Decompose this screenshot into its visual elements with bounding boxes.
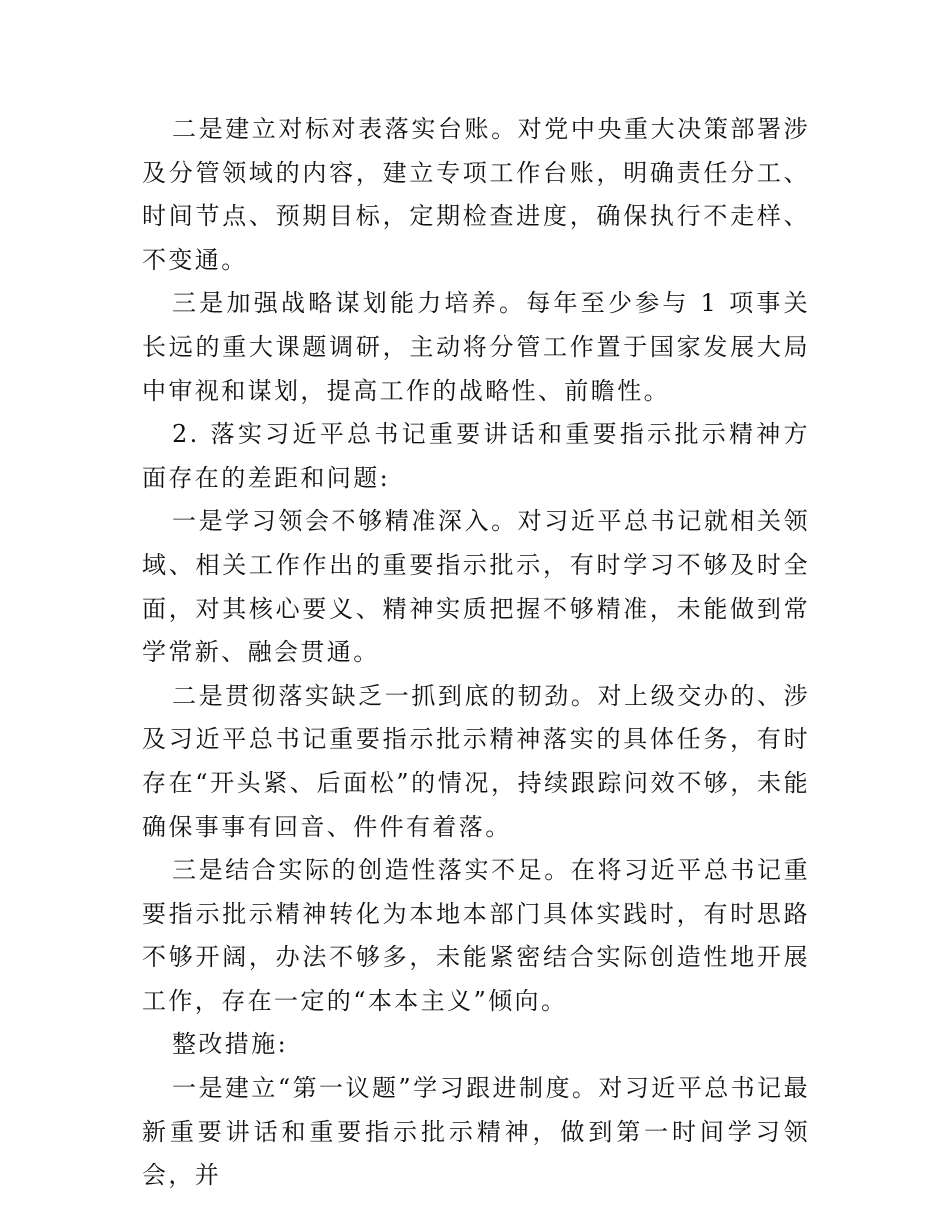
- paragraph: 一是学习领会不够精准深入。对习近平总书记就相关领域、相关工作作出的重要指示批示，有时学习不够及时全面，对其核心要义、精神实质把握不够精准，未能做到常学常新、融会贯通。: [142, 507, 810, 667]
- paragraph: 三是加强战略谋划能力培养。每年至少参与 1 项事关长远的重大课题调研，主动将分管工作置于国家发展大局中审视和谋划，提高工作的战略性、前瞻性。: [142, 289, 810, 405]
- paragraph: 二是贯彻落实缺乏一抓到底的韧劲。对上级交办的、涉及习近平总书记重要指示批示精神落实的具体任务，有时存在“开头紧、后面松”的情况，持续跟踪问效不够，未能确保事事有回音、件件有着落。: [142, 681, 810, 841]
- paragraph: 二是建立对标对表落实台账。对党中央重大决策部署涉及分管领域的内容，建立专项工作台账，明确责任分工、时间节点、预期目标，定期检查进度，确保执行不走样、不变通。: [142, 115, 810, 274]
- section-heading: 2. 落实习近平总书记重要讲话和重要指示批示精神方面存在的差距和问题:: [142, 420, 810, 492]
- document-body: [142, 108, 810, 1198]
- subheading: 整改措施:: [172, 1030, 289, 1059]
- paragraph: 一是建立“第一议题”学习跟进制度。对习近平总书记最新重要讲话和重要指示批示精神，做到第一时间学习领会，并: [142, 1074, 810, 1190]
- paragraph: 三是结合实际的创造性落实不足。在将习近平总书记重要指示批示精神转化为本地本部门具体实践时，有时思路不够开阔，办法不够多，未能紧密结合实际创造性地开展工作，存在一定的“本本主义”倾向。: [142, 856, 810, 1015]
